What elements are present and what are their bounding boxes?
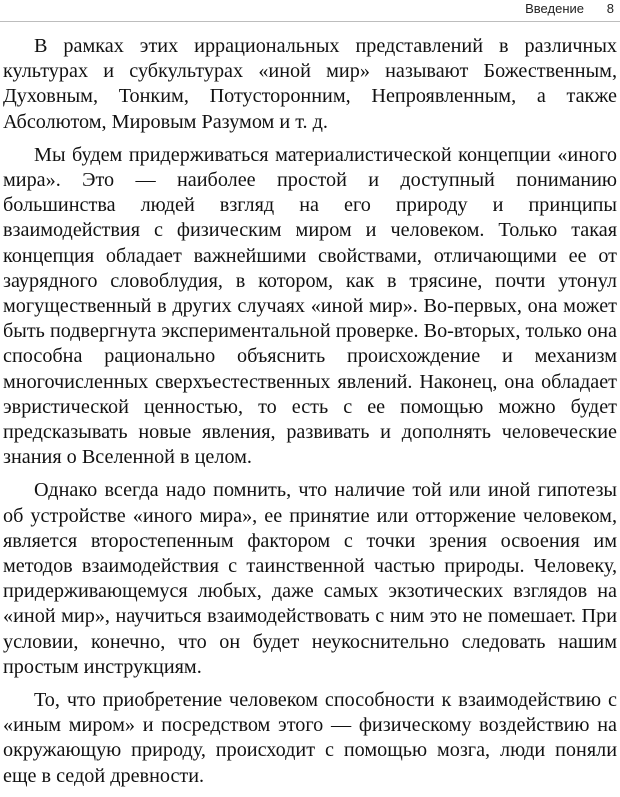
paragraph-4: То, что приобретение человеком способности к взаимодействию с «иным миром» и посредством этого — физическому воздействию на окружающую природу, происходит с помощью мозга, люди поняли еще в седой древности.: [3, 689, 617, 787]
section-title: Введение: [525, 1, 584, 16]
running-header: [0, 0, 620, 22]
page-number: 8: [606, 1, 614, 16]
paragraph-3: Однако всегда надо помнить, что наличие той или иной гипотезы об устройстве «иного мира», ее принятие или отторжение человеком, является второстепенным фактором с точки зрения освоения им методов взаимодействия с таинственной частью природы. Человеку, придерживающемуся любых, даже самых экзотических взглядов на «иной мир», научиться взаимодействовать с ним это не помешает. При условии, конечно, что он будет неукоснительно следовать нашим простым инструкциям.: [3, 479, 617, 678]
paragraph-1: В рамках этих иррациональных представлений в различных культурах и субкультурах «иной мир» называют Божественным, Духовным, Тонким, Потусторонним, Непроявленным, а также Абсолютом, Мировым Разумом и т. д.: [3, 35, 617, 133]
body-text: [3, 34, 617, 797]
paragraph-2: Мы будем придерживаться материалистической концепции «иного мира». Это — наиболее простой и доступный пониманию большинства людей взгляд на его природу и принципы взаимодействия с физическим миром и человеком. Только такая концепция обладает важнейшими свойствами, отличающими ее от заурядного словоблудия, в котором, как в трясине, почти утонул могущественный в других случаях «иной мир». Во-первых, она может быть подвергнута экспериментальной проверке. Во-вторых, только она способна рационально объяснить происхождение и механизм многочисленных сверхъестественных явлений. Наконец, она обладает эвристической ценностью, то есть с ее помощью можно будет предсказывать новые явления, развивать и дополнять человеческие знания о Вселенной в целом.: [3, 143, 617, 469]
